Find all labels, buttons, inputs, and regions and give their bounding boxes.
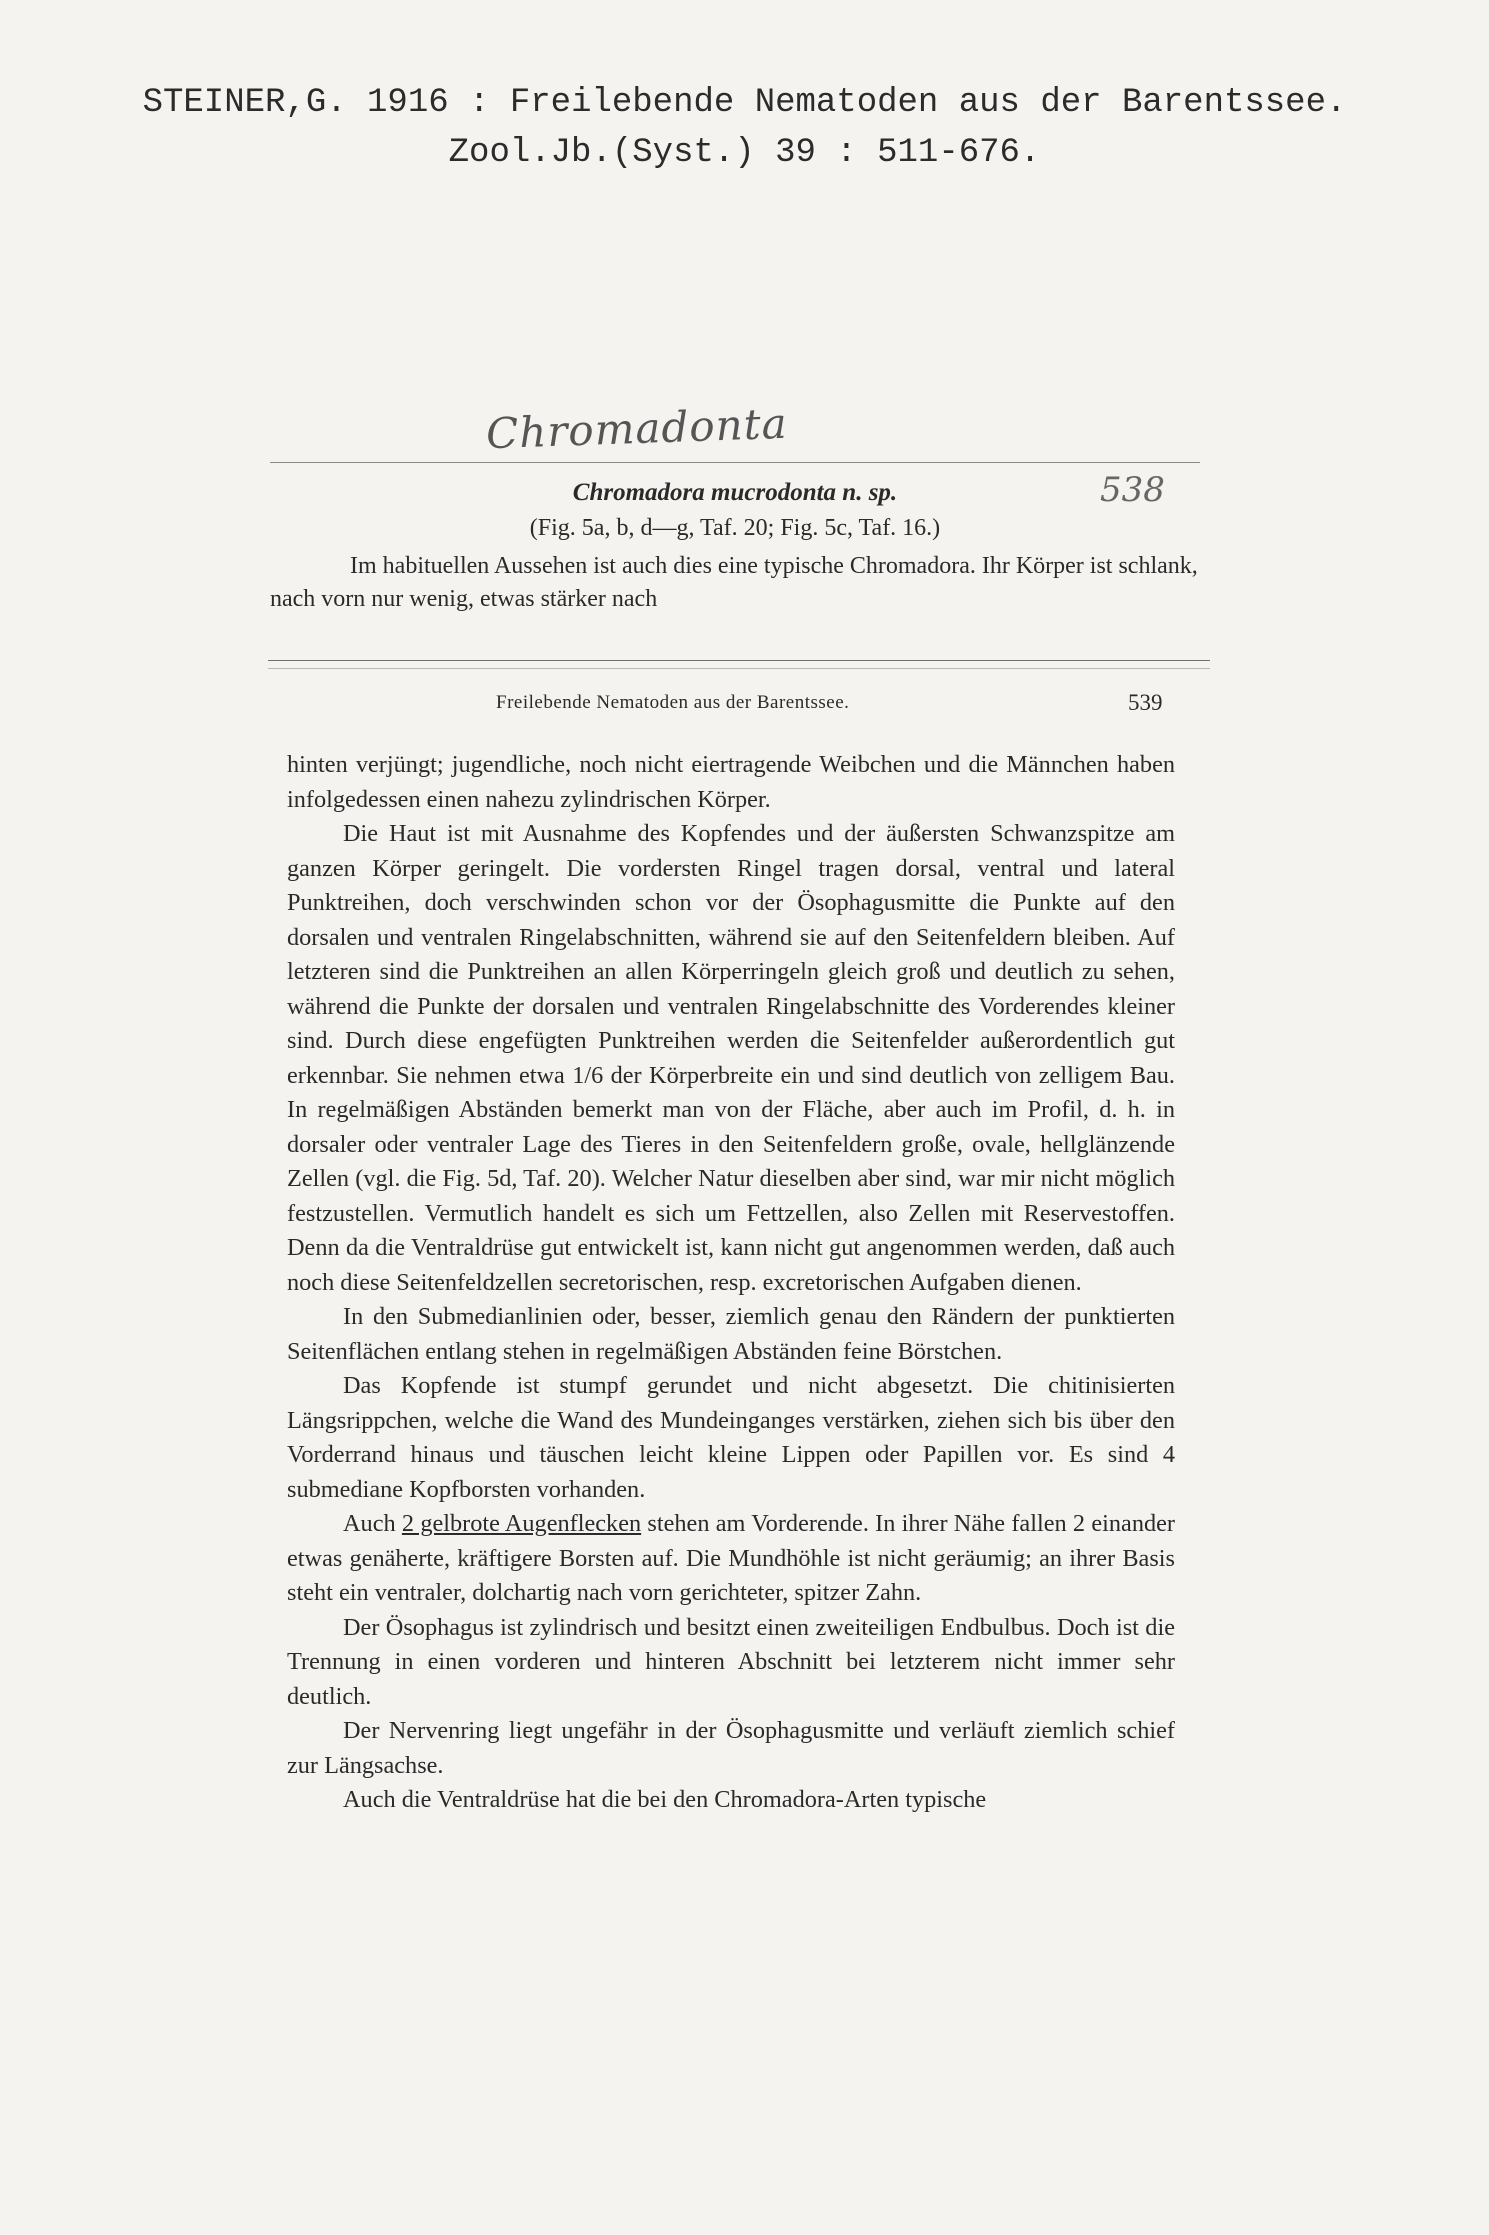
figure-reference: (Fig. 5a, b, d—g, Taf. 20; Fig. 5c, Taf. 16.) xyxy=(529,515,941,541)
reference-line-2: Zool.Jb.(Syst.) 39 : 511-676. xyxy=(448,134,1041,172)
paragraph-4: Das Kopfende ist stumpf gerundet und nicht abgesetzt. Die chitinisierten Längsrippchen, welche die Wand des Mundeinganges verstärken, ziehen sich bis über den Vorderrand hinaus und täuschen leicht kleine Lippen oder Papillen vor. Es sind 4 submediane Kopfborsten vorhanden. xyxy=(287,1372,1175,1503)
paragraph-7: Der Nervenring liegt ungefähr in der Ösophagusmitte und verläuft ziemlich schief zur Längsachse. xyxy=(287,1717,1175,1779)
paragraph-5-start: Auch xyxy=(343,1510,402,1537)
body-text xyxy=(287,748,1175,1818)
paragraph-5 xyxy=(287,1507,1175,1611)
clipping-divider xyxy=(268,660,1210,661)
paragraph-3: In den Submedianlinien oder, besser, ziemlich genau den Rändern der punktierten Seitenflächen entlang stehen in regelmäßigen Abständen feine Börstchen. xyxy=(287,1303,1175,1365)
paragraph-1: hinten verjüngt; jugendliche, noch nicht eiertragende Weibchen und die Männchen haben infolgedessen einen nahezu zylindrischen Körper. xyxy=(287,751,1175,813)
paragraph-8: Auch die Ventraldrüse hat die bei den Chromadora-Arten typische xyxy=(343,1786,987,1813)
running-head: Freilebende Nematoden aus der Barentssee. xyxy=(496,692,850,713)
paragraph-5-rest: stehen am Vorderende. In ihrer Nähe fallen 2 einander etwas genäherte, kräftigere Borsten auf. Die Mundhöhle ist nicht geräumig; an ihrer Basis steht ein ventraler, dolchartig nach vorn gerichteter, spitzer Zahn. xyxy=(287,1510,1175,1606)
handwritten-genus-note: Chromadonta xyxy=(485,398,789,459)
underlined-eyespots: 2 gelbrote Augenflecken xyxy=(401,1510,642,1537)
species-title: Chromadora mucrodonta n. sp. xyxy=(572,479,898,506)
clipping-divider-shadow xyxy=(268,668,1210,669)
clipping-top-rule xyxy=(270,462,1200,463)
paragraph-2: Die Haut ist mit Ausnahme des Kopfendes und der äußersten Schwanzspitze am ganzen Körper geringelt. Die vordersten Ringel tragen dorsal, ventral und lateral Punktreihen, doch verschwinden schon vor der Ösophagusmitte die Punkte auf den dorsalen und ventralen Ringelabschnitten, während sie auf den Seitenfeldern bleiben. Auf letzteren sind die Punktreihen an allen Körperringeln gleich groß und deutlich zu sehen, während die Punkte der dorsalen und ventralen Ringelabschnitte des Vorderendes kleiner sind. Durch diese engefügten Punktreihen werden die Seitenfelder außerordentlich gut erkennbar. Sie nehmen etwa 1/6 der Körperbreite ein und sind deutlich von zelligem Bau. In regelmäßigen Abständen bemerkt man von der Fläche, aber auch im Profil, d. h. in dorsaler oder ventraler Lage des Tieres in den Seitenfeldern große, ovale, hellglänzende Zellen (vgl. die Fig. 5d, Taf. 20). Welcher Natur dieselben aber sind, war mir nicht möglich festzustellen. Vermutlich handelt es sich um Fettzellen, also Zellen mit Reservestoffen. Denn da die Ventraldrüse gut entwickelt ist, kann nicht gut angenommen werden, daß auch noch diese Seitenfeldzellen secretorischen, resp. excretorischen Aufgaben dienen. xyxy=(287,820,1175,1296)
reference-line-1: STEINER,G. 1916 : Freilebende Nematoden aus der Barentssee. xyxy=(142,84,1347,122)
previous-page-text: Im habituellen Aussehen ist auch dies eine typische Chromadora. Ihr Körper ist schlank, nach vorn nur wenig, etwas stärker nach xyxy=(270,553,1198,612)
page-number: 539 xyxy=(1128,690,1163,715)
paragraph-6: Der Ösophagus ist zylindrisch und besitzt einen zweiteiligen Endbulbus. Doch ist die Trennung in einen vorderen und hinteren Abschnitt bei letzterem nicht immer sehr deutlich. xyxy=(287,1613,1175,1710)
handwritten-page-number: 538 xyxy=(1100,470,1165,510)
